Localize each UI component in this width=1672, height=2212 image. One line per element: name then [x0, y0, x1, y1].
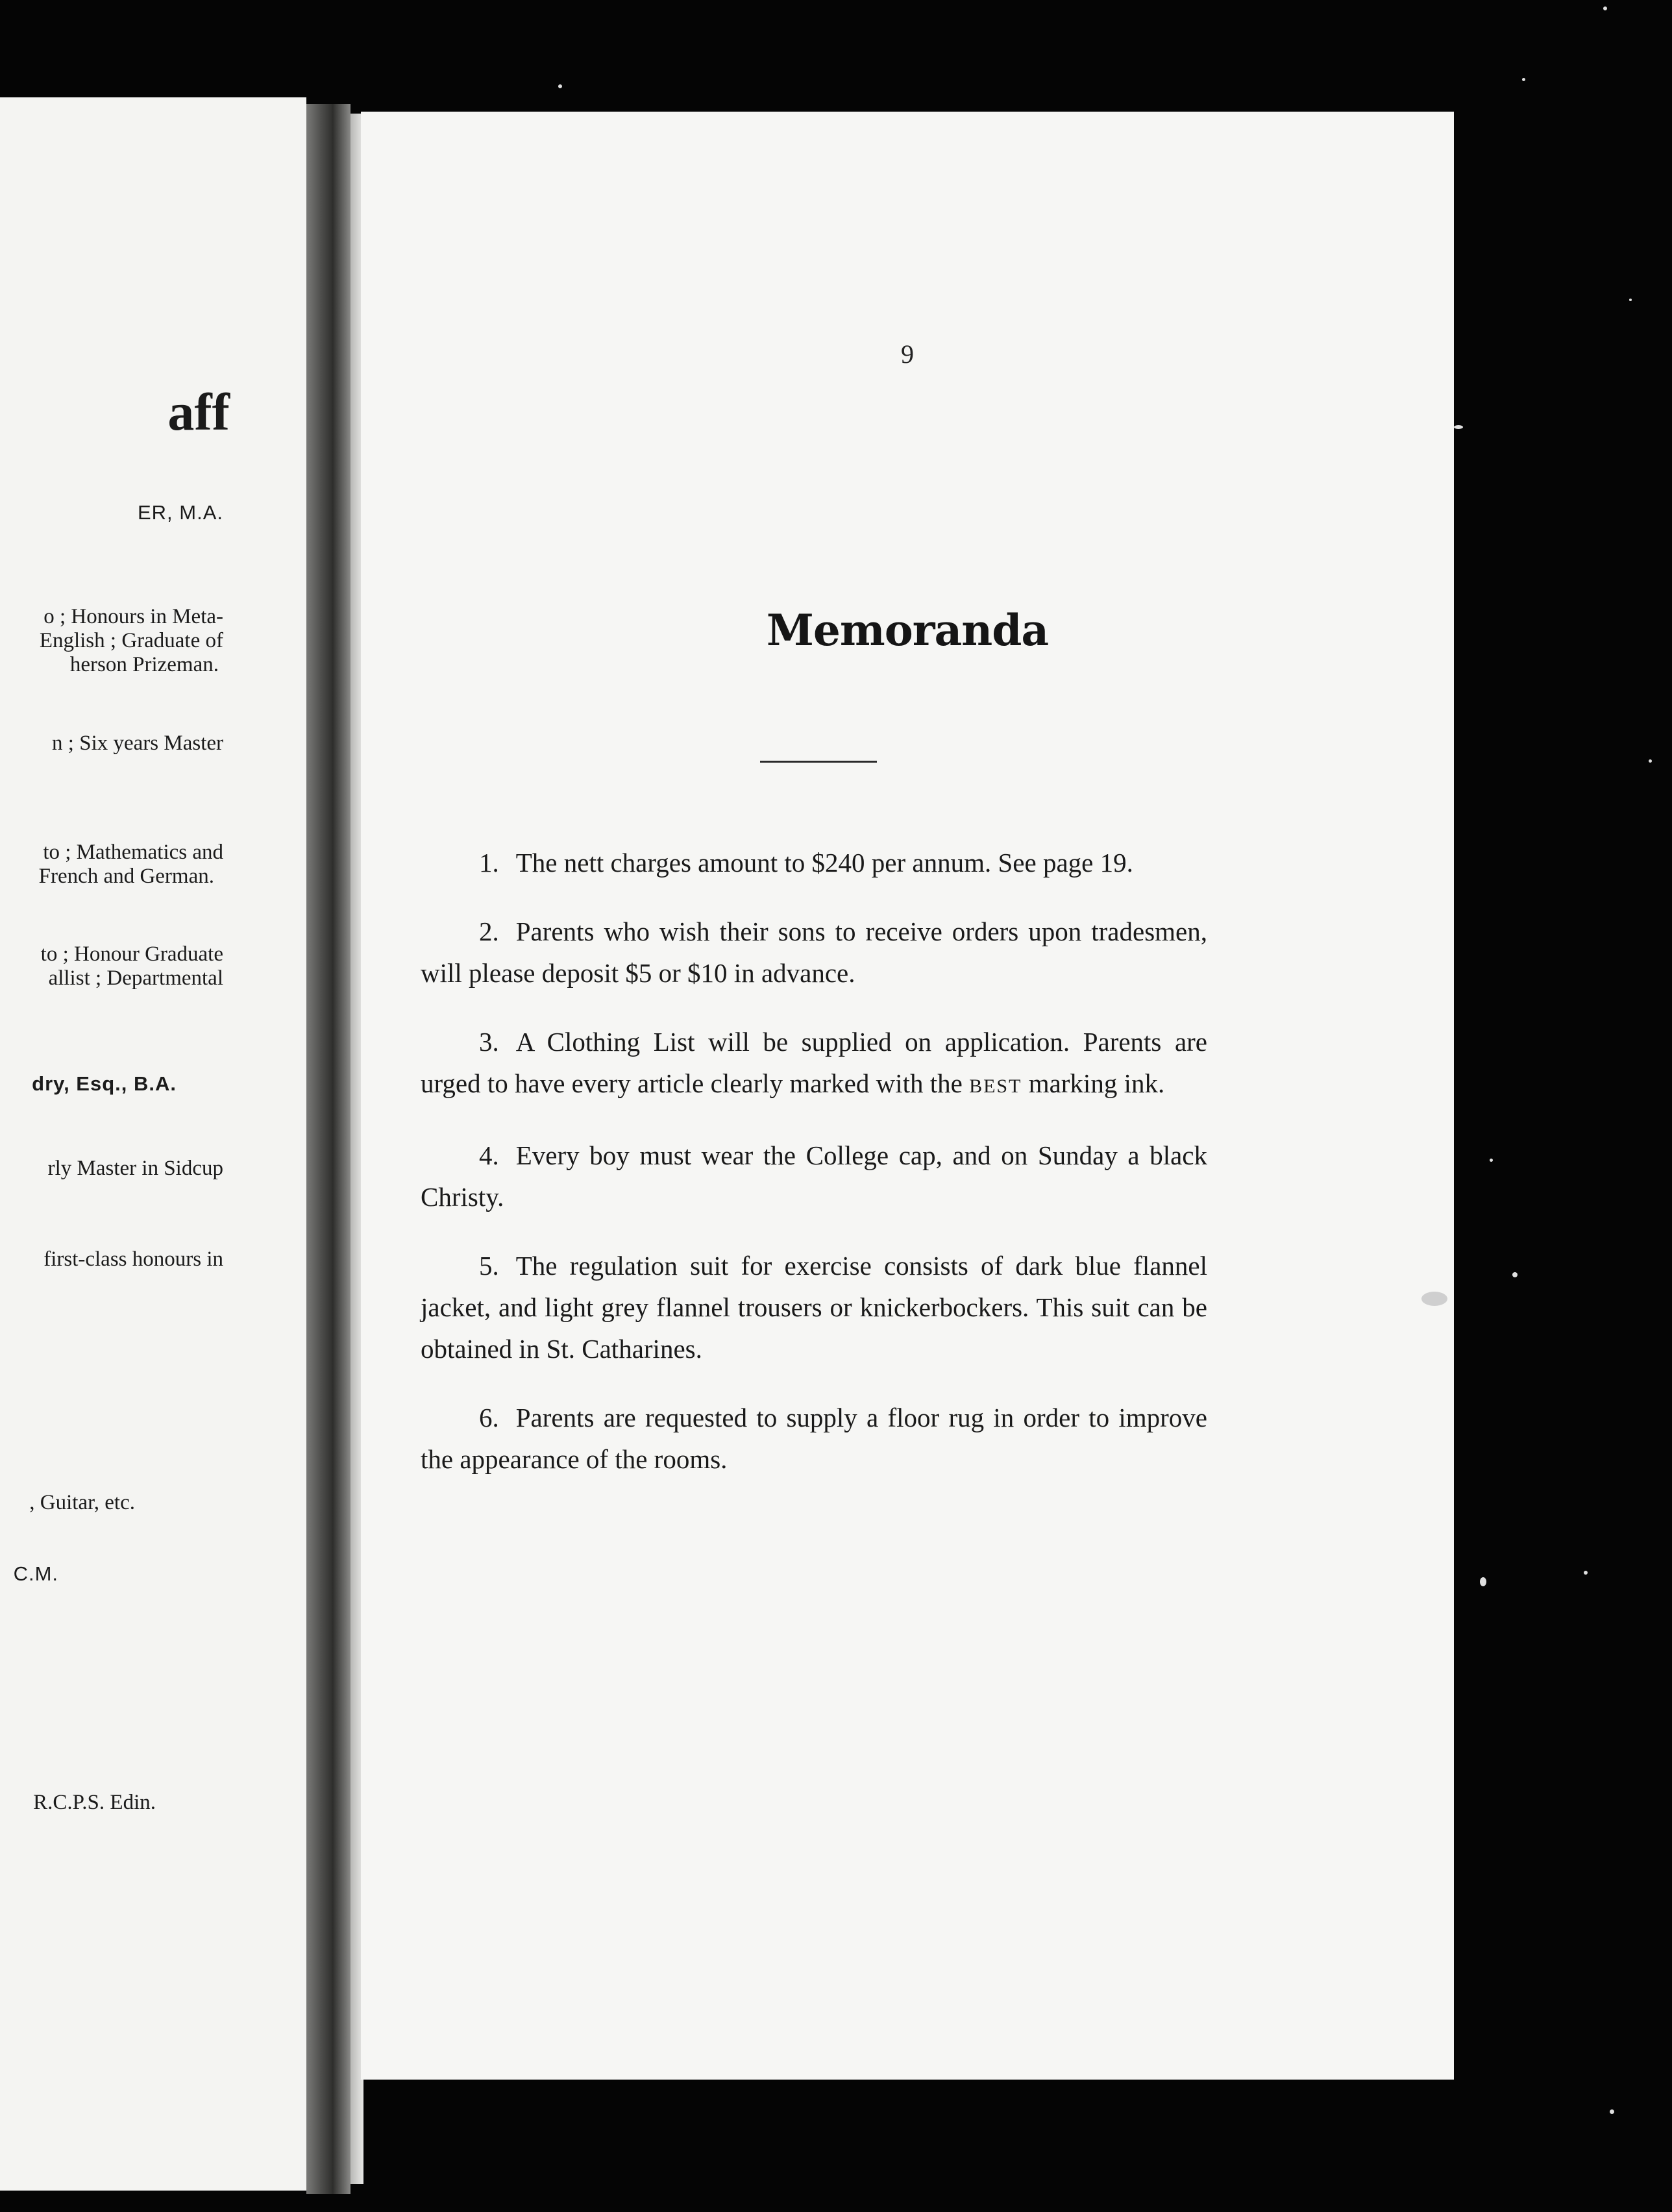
memoranda-list: [421, 842, 1207, 1507]
dust-speck: [1629, 299, 1632, 301]
memo-number: 4.: [479, 1140, 499, 1170]
left-page-line: French and German.: [38, 865, 214, 888]
dust-speck: [1490, 1159, 1493, 1162]
memo-item-2: [421, 911, 1207, 994]
memo-text: The regulation suit for exercise consists of dark blue flannel jacket, and light grey flannel trousers or knickerbockers. This suit can be obtained in St. Catharines.: [421, 1251, 1207, 1364]
dust-speck: [1649, 759, 1652, 763]
memo-text: A Clothing List will be supplied on application. Parents are urged to have every article clearly marked with the: [421, 1027, 1207, 1098]
left-page-line: n ; Six years Master: [52, 731, 223, 755]
page-number: 9: [901, 339, 914, 369]
dust-speck: [1454, 425, 1463, 429]
left-page: [0, 97, 306, 2191]
page-title: Memoranda: [766, 605, 1049, 656]
left-page-line: allist ; Departmental: [48, 966, 223, 990]
memo-emphasis: BEST: [969, 1075, 1022, 1097]
memo-text: Every boy must wear the College cap, and on Sunday a black Christy.: [421, 1140, 1207, 1212]
left-page-line: ER, M.A.: [137, 501, 223, 524]
memo-number: 2.: [479, 916, 499, 946]
title-rule: [760, 761, 877, 763]
right-page: [361, 112, 1454, 2080]
left-page-line: first-class honours in: [43, 1247, 223, 1271]
dust-speck: [1610, 2109, 1614, 2114]
memo-text: marking ink.: [1028, 1068, 1165, 1098]
left-page-line: R.C.P.S. Edin.: [33, 1791, 156, 1814]
left-page-line: to ; Honour Graduate: [40, 942, 223, 966]
left-page-line: rly Master in Sidcup: [47, 1157, 223, 1180]
dust-speck: [558, 84, 562, 88]
left-page-line: C.M.: [13, 1562, 58, 1585]
memo-text: Parents who wish their sons to receive orders upon tradesmen, will please deposit $5 or $10 in advance.: [421, 916, 1207, 988]
left-page-line: herson Prizeman.: [69, 653, 219, 676]
left-page-line: dry, Esq., B.A.: [32, 1072, 177, 1095]
memo-text: The nett charges amount to $240 per annum. See page 19.: [515, 848, 1133, 878]
memo-number: 6.: [479, 1403, 499, 1432]
left-page-line: , Guitar, etc.: [29, 1491, 135, 1514]
book-spine-shadow: [306, 104, 350, 2194]
memo-item-3: [421, 1021, 1207, 1107]
dust-speck: [1512, 1272, 1518, 1277]
dust-speck: [1480, 1577, 1486, 1586]
memo-item-5: [421, 1245, 1207, 1370]
memo-text: Parents are requested to supply a floor rug in order to improve the appearance of the rooms.: [421, 1403, 1207, 1474]
dust-speck: [1603, 6, 1607, 10]
memo-number: 5.: [479, 1251, 499, 1281]
memo-item-6: [421, 1397, 1207, 1480]
dust-speck: [1584, 1571, 1588, 1575]
left-page-line: to ; Mathematics and: [43, 841, 223, 864]
memo-number: 1.: [479, 848, 499, 878]
left-page-line: English ; Graduate of: [39, 629, 223, 652]
memo-item-1: [421, 842, 1207, 883]
left-page-heading: aff: [167, 382, 230, 441]
dust-speck: [1522, 78, 1525, 81]
memo-item-4: [421, 1135, 1207, 1218]
dust-speck: [1421, 1292, 1447, 1306]
left-page-line: o ; Honours in Meta-: [43, 605, 223, 628]
memo-number: 3.: [479, 1027, 499, 1057]
